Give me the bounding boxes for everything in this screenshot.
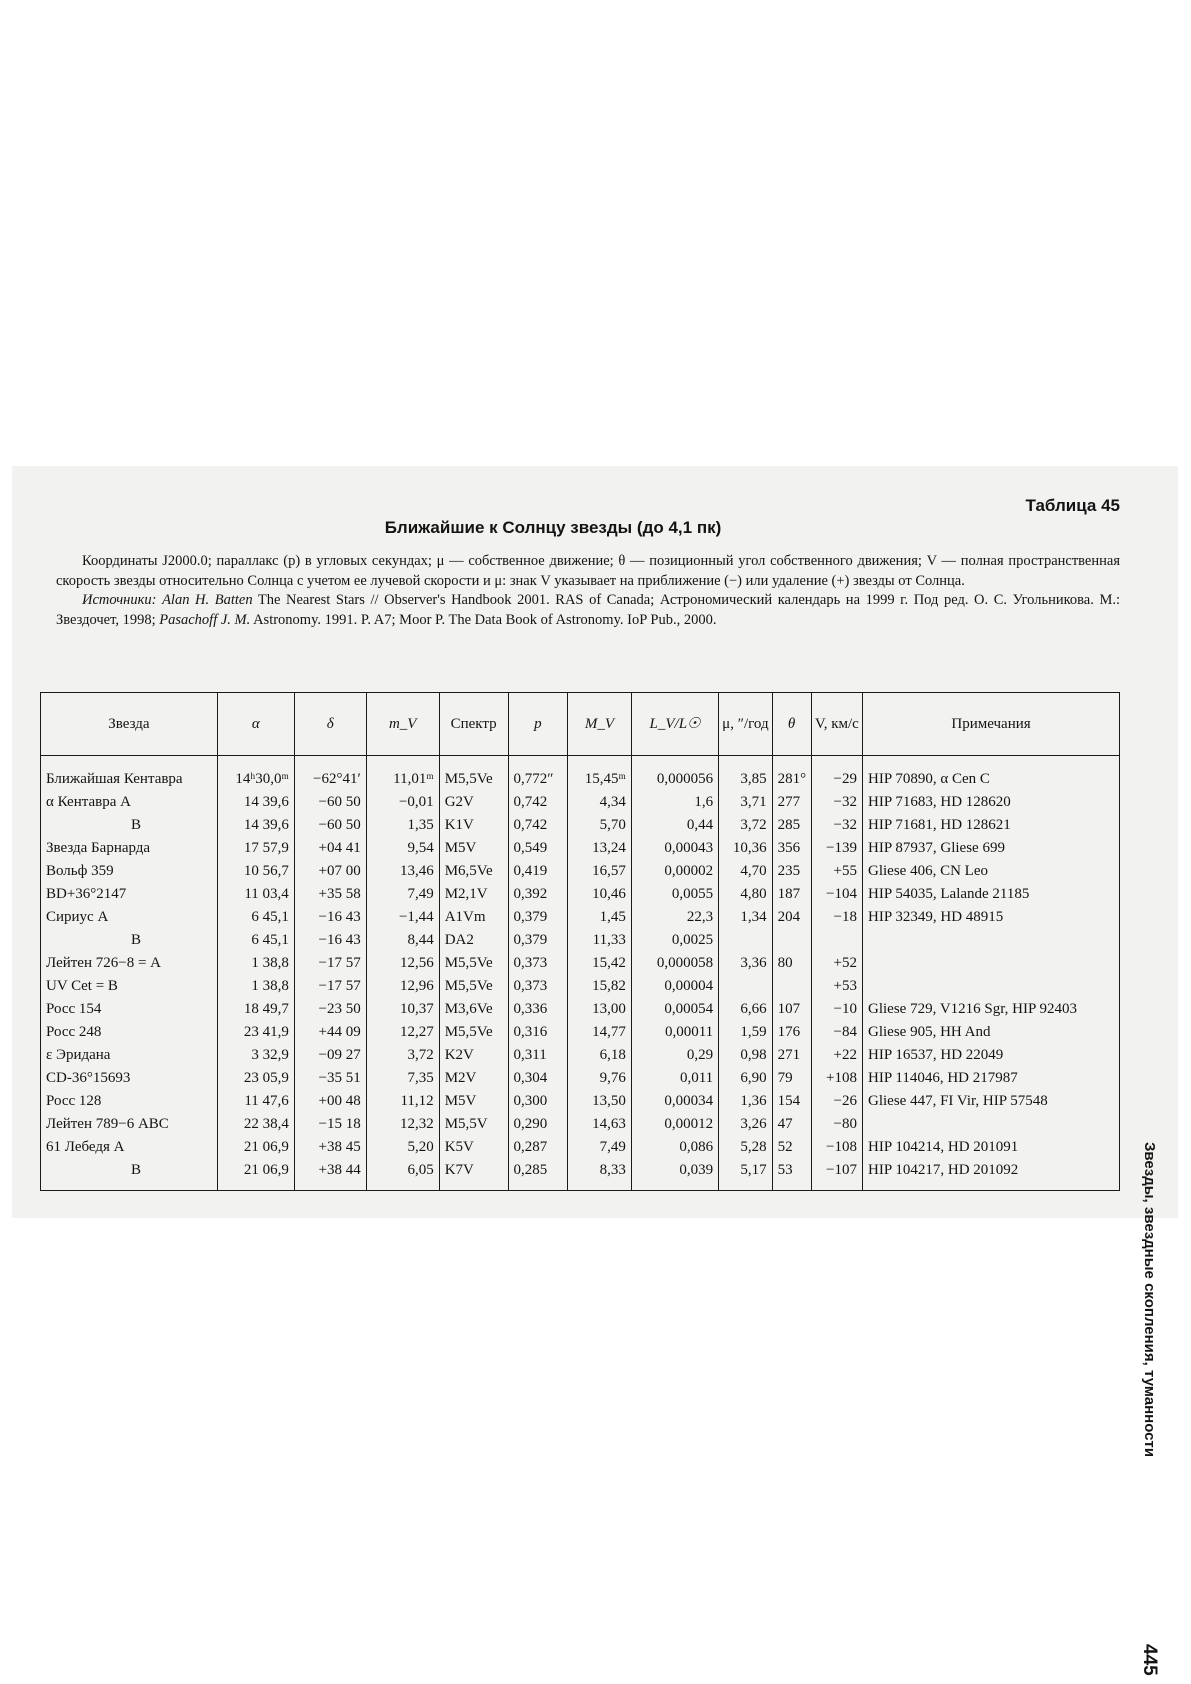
cell-proper-motion: 1,59 <box>719 1021 772 1044</box>
cell-ra: 11 47,6 <box>217 1090 294 1113</box>
cell-notes <box>863 952 1120 975</box>
cell-spectrum: K5V <box>439 1136 508 1159</box>
cell-spectrum: K2V <box>439 1044 508 1067</box>
cell-abs-mag: 10,46 <box>568 883 632 906</box>
header-star: Звезда <box>41 693 218 756</box>
cell-parallax: 0,287 <box>508 1136 568 1159</box>
cell-dec: −23 50 <box>294 998 366 1021</box>
cell-notes: HIP 71683, HD 128620 <box>863 791 1120 814</box>
cell-velocity: −26 <box>811 1090 862 1113</box>
table-row <box>41 1159 1120 1191</box>
cell-velocity: +22 <box>811 1044 862 1067</box>
cell-velocity: −139 <box>811 837 862 860</box>
table-row <box>41 906 1120 929</box>
cell-spectrum: M5,5Ve <box>439 952 508 975</box>
cell-star: Росс 248 <box>41 1021 218 1044</box>
cell-luminosity: 22,3 <box>631 906 718 929</box>
cell-proper-motion: 4,70 <box>719 860 772 883</box>
cell-velocity: +108 <box>811 1067 862 1090</box>
cell-luminosity: 0,000056 <box>631 756 718 792</box>
cell-parallax: 0,304 <box>508 1067 568 1090</box>
cell-position-angle: 277 <box>772 791 811 814</box>
cell-luminosity: 0,000058 <box>631 952 718 975</box>
table-row <box>41 929 1120 952</box>
cell-luminosity: 0,00054 <box>631 998 718 1021</box>
cell-notes <box>863 1113 1120 1136</box>
cell-position-angle <box>772 929 811 952</box>
cell-velocity: −10 <box>811 998 862 1021</box>
cell-abs-mag: 5,70 <box>568 814 632 837</box>
intro-paragraph: Координаты J2000.0; параллакс (p) в угловых секундах; μ — собственное движение; θ — позиционный угол собственного движения; V — полная пространственная скорость звезды относительно Солнца с учетом ее лучевой скорости и μ: знак V указывает на приближение (−) или удаление (+) звезды от Солнца. <box>56 553 1120 589</box>
cell-star: B <box>41 814 218 837</box>
cell-spectrum: M5V <box>439 1090 508 1113</box>
cell-star: B <box>41 1159 218 1191</box>
cell-parallax: 0,285 <box>508 1159 568 1191</box>
cell-velocity: −32 <box>811 791 862 814</box>
cell-parallax: 0,373 <box>508 975 568 998</box>
cell-dec: −35 51 <box>294 1067 366 1090</box>
cell-abs-mag: 14,77 <box>568 1021 632 1044</box>
nearest-stars-table <box>40 692 1120 1191</box>
table-row <box>41 883 1120 906</box>
cell-abs-mag: 13,50 <box>568 1090 632 1113</box>
cell-parallax: 0,392 <box>508 883 568 906</box>
cell-star: Лейтен 726−8 = A <box>41 952 218 975</box>
cell-spectrum: M5,5Ve <box>439 756 508 792</box>
cell-ra: 1 38,8 <box>217 952 294 975</box>
source-author-1: Alan H. Batten <box>162 592 253 608</box>
cell-parallax: 0,742 <box>508 791 568 814</box>
table-row <box>41 1044 1120 1067</box>
cell-velocity: −29 <box>811 756 862 792</box>
cell-spectrum: G2V <box>439 791 508 814</box>
cell-spectrum: A1Vm <box>439 906 508 929</box>
cell-star: Росс 128 <box>41 1090 218 1113</box>
cell-velocity: −80 <box>811 1113 862 1136</box>
cell-star: CD-36°15693 <box>41 1067 218 1090</box>
cell-parallax: 0,290 <box>508 1113 568 1136</box>
cell-luminosity: 0,011 <box>631 1067 718 1090</box>
cell-star: UV Cet = B <box>41 975 218 998</box>
cell-position-angle: 79 <box>772 1067 811 1090</box>
cell-velocity: +53 <box>811 975 862 998</box>
cell-luminosity: 0,0055 <box>631 883 718 906</box>
table-body <box>41 756 1120 1191</box>
cell-mv: 7,35 <box>366 1067 439 1090</box>
cell-ra: 22 38,4 <box>217 1113 294 1136</box>
cell-ra: 21 06,9 <box>217 1136 294 1159</box>
cell-dec: +38 45 <box>294 1136 366 1159</box>
cell-ra: 14 39,6 <box>217 791 294 814</box>
table-row <box>41 756 1120 792</box>
cell-dec: +07 00 <box>294 860 366 883</box>
cell-mv: 11,01ᵐ <box>366 756 439 792</box>
cell-proper-motion: 6,90 <box>719 1067 772 1090</box>
header-spectrum: Спектр <box>439 693 508 756</box>
cell-notes: HIP 16537, HD 22049 <box>863 1044 1120 1067</box>
cell-velocity: −108 <box>811 1136 862 1159</box>
cell-ra: 6 45,1 <box>217 929 294 952</box>
cell-proper-motion: 4,80 <box>719 883 772 906</box>
cell-position-angle: 107 <box>772 998 811 1021</box>
cell-spectrum: M2,1V <box>439 883 508 906</box>
cell-mv: 1,35 <box>366 814 439 837</box>
cell-velocity: −107 <box>811 1159 862 1191</box>
running-head: Звезды, звездные скопления, туманности <box>1141 1142 1158 1458</box>
cell-ra: 10 56,7 <box>217 860 294 883</box>
source-author-2: Pasachoff J. M. <box>159 611 251 628</box>
cell-ra: 18 49,7 <box>217 998 294 1021</box>
cell-star: 61 Лебедя A <box>41 1136 218 1159</box>
cell-abs-mag: 16,57 <box>568 860 632 883</box>
cell-dec: +35 58 <box>294 883 366 906</box>
cell-luminosity: 0,00011 <box>631 1021 718 1044</box>
cell-mv: −1,44 <box>366 906 439 929</box>
cell-mv: 12,96 <box>366 975 439 998</box>
table-row <box>41 998 1120 1021</box>
table-intro <box>56 552 1120 630</box>
cell-spectrum: DA2 <box>439 929 508 952</box>
cell-proper-motion: 5,17 <box>719 1159 772 1191</box>
cell-star: B <box>41 929 218 952</box>
cell-position-angle: 52 <box>772 1136 811 1159</box>
cell-dec: −60 50 <box>294 791 366 814</box>
cell-ra: 14ʰ30,0ᵐ <box>217 756 294 792</box>
cell-velocity: +55 <box>811 860 862 883</box>
cell-notes: HIP 54035, Lalande 21185 <box>863 883 1120 906</box>
cell-spectrum: K7V <box>439 1159 508 1191</box>
cell-luminosity: 0,0025 <box>631 929 718 952</box>
book-page <box>12 466 1178 1676</box>
cell-mv: 11,12 <box>366 1090 439 1113</box>
cell-velocity: −104 <box>811 883 862 906</box>
cell-star: Звезда Барнарда <box>41 837 218 860</box>
cell-proper-motion: 1,34 <box>719 906 772 929</box>
header-proper-motion: μ, ″/год <box>719 693 772 756</box>
cell-star: BD+36°2147 <box>41 883 218 906</box>
table-row <box>41 1067 1120 1090</box>
cell-notes: Gliese 406, CN Leo <box>863 860 1120 883</box>
cell-position-angle <box>772 975 811 998</box>
header-luminosity: L_V/L☉ <box>631 693 718 756</box>
cell-ra: 6 45,1 <box>217 906 294 929</box>
header-position-angle: θ <box>772 693 811 756</box>
cell-parallax: 0,549 <box>508 837 568 860</box>
cell-proper-motion <box>719 929 772 952</box>
cell-proper-motion: 3,26 <box>719 1113 772 1136</box>
cell-abs-mag: 14,63 <box>568 1113 632 1136</box>
table-row <box>41 1136 1120 1159</box>
cell-dec: −16 43 <box>294 929 366 952</box>
cell-luminosity: 0,00002 <box>631 860 718 883</box>
cell-notes <box>863 929 1120 952</box>
cell-ra: 11 03,4 <box>217 883 294 906</box>
cell-position-angle: 271 <box>772 1044 811 1067</box>
cell-luminosity: 1,6 <box>631 791 718 814</box>
cell-mv: 10,37 <box>366 998 439 1021</box>
header-velocity: V, км/с <box>811 693 862 756</box>
cell-parallax: 0,379 <box>508 906 568 929</box>
cell-spectrum: M3,6Ve <box>439 998 508 1021</box>
cell-position-angle: 281° <box>772 756 811 792</box>
cell-dec: +38 44 <box>294 1159 366 1191</box>
cell-dec: +00 48 <box>294 1090 366 1113</box>
cell-mv: 13,46 <box>366 860 439 883</box>
cell-abs-mag: 13,00 <box>568 998 632 1021</box>
cell-proper-motion: 0,98 <box>719 1044 772 1067</box>
cell-star: Ближайшая Кентавра <box>41 756 218 792</box>
header-ra: α <box>217 693 294 756</box>
cell-velocity: −18 <box>811 906 862 929</box>
cell-notes: HIP 70890, α Cen C <box>863 756 1120 792</box>
cell-proper-motion: 3,85 <box>719 756 772 792</box>
cell-proper-motion: 1,36 <box>719 1090 772 1113</box>
cell-velocity <box>811 929 862 952</box>
cell-proper-motion: 3,36 <box>719 952 772 975</box>
cell-luminosity: 0,086 <box>631 1136 718 1159</box>
cell-luminosity: 0,00034 <box>631 1090 718 1113</box>
cell-ra: 21 06,9 <box>217 1159 294 1191</box>
cell-dec: −15 18 <box>294 1113 366 1136</box>
cell-parallax: 0,742 <box>508 814 568 837</box>
sources-paragraph <box>56 591 1120 630</box>
cell-dec: −16 43 <box>294 906 366 929</box>
cell-velocity: −84 <box>811 1021 862 1044</box>
table-row <box>41 837 1120 860</box>
cell-star: Росс 154 <box>41 998 218 1021</box>
cell-luminosity: 0,44 <box>631 814 718 837</box>
source-text-1: The Nearest Stars // Observer's Handbook 2001. RAS of Canada; Астрономический календарь на 1999 г. Под ред. О. С. Угольникова. М.: Звездочет, 1998; <box>56 592 1120 628</box>
cell-abs-mag: 13,24 <box>568 837 632 860</box>
cell-abs-mag: 8,33 <box>568 1159 632 1191</box>
cell-luminosity: 0,00004 <box>631 975 718 998</box>
cell-notes: HIP 87937, Gliese 699 <box>863 837 1120 860</box>
cell-mv: 3,72 <box>366 1044 439 1067</box>
cell-parallax: 0,373 <box>508 952 568 975</box>
cell-star: Сириус A <box>41 906 218 929</box>
cell-abs-mag: 4,34 <box>568 791 632 814</box>
table-row <box>41 860 1120 883</box>
cell-position-angle: 47 <box>772 1113 811 1136</box>
cell-abs-mag: 15,82 <box>568 975 632 998</box>
cell-luminosity: 0,039 <box>631 1159 718 1191</box>
cell-abs-mag: 15,42 <box>568 952 632 975</box>
cell-parallax: 0,419 <box>508 860 568 883</box>
cell-dec: +44 09 <box>294 1021 366 1044</box>
cell-abs-mag: 1,45 <box>568 906 632 929</box>
cell-notes: HIP 114046, HD 217987 <box>863 1067 1120 1090</box>
cell-mv: 5,20 <box>366 1136 439 1159</box>
sources-label: Источники: <box>82 592 157 608</box>
cell-spectrum: M5,5Ve <box>439 975 508 998</box>
cell-position-angle: 204 <box>772 906 811 929</box>
cell-notes: HIP 104214, HD 201091 <box>863 1136 1120 1159</box>
cell-notes: HIP 71681, HD 128621 <box>863 814 1120 837</box>
source-text-2: Astronomy. 1991. P. A7; Moor P. The Data Book of Astronomy. IoP Pub., 2000. <box>250 611 717 628</box>
cell-proper-motion <box>719 975 772 998</box>
cell-spectrum: M6,5Ve <box>439 860 508 883</box>
cell-position-angle: 176 <box>772 1021 811 1044</box>
table-row <box>41 1113 1120 1136</box>
cell-dec: −62°41′ <box>294 756 366 792</box>
cell-position-angle: 80 <box>772 952 811 975</box>
table-row <box>41 952 1120 975</box>
cell-mv: 6,05 <box>366 1159 439 1191</box>
cell-abs-mag: 7,49 <box>568 1136 632 1159</box>
cell-mv: −0,01 <box>366 791 439 814</box>
cell-notes: Gliese 447, FI Vir, HIP 57548 <box>863 1090 1120 1113</box>
cell-luminosity: 0,00043 <box>631 837 718 860</box>
cell-parallax: 0,379 <box>508 929 568 952</box>
page-number: 445 <box>1139 1644 1160 1676</box>
cell-abs-mag: 6,18 <box>568 1044 632 1067</box>
cell-proper-motion: 5,28 <box>719 1136 772 1159</box>
cell-notes: HIP 32349, HD 48915 <box>863 906 1120 929</box>
cell-spectrum: M5,5Ve <box>439 1021 508 1044</box>
cell-mv: 9,54 <box>366 837 439 860</box>
cell-mv: 12,32 <box>366 1113 439 1136</box>
cell-ra: 14 39,6 <box>217 814 294 837</box>
header-mv: m_V <box>366 693 439 756</box>
cell-mv: 7,49 <box>366 883 439 906</box>
table-row <box>41 814 1120 837</box>
cell-spectrum: M2V <box>439 1067 508 1090</box>
cell-proper-motion: 3,71 <box>719 791 772 814</box>
cell-notes <box>863 975 1120 998</box>
table-label: Таблица 45 <box>1025 496 1120 515</box>
table-row <box>41 975 1120 998</box>
cell-ra: 1 38,8 <box>217 975 294 998</box>
cell-parallax: 0,772″ <box>508 756 568 792</box>
cell-dec: +04 41 <box>294 837 366 860</box>
cell-proper-motion: 3,72 <box>719 814 772 837</box>
cell-proper-motion: 10,36 <box>719 837 772 860</box>
cell-parallax: 0,336 <box>508 998 568 1021</box>
cell-luminosity: 0,00012 <box>631 1113 718 1136</box>
table-row <box>41 1090 1120 1113</box>
cell-notes: Gliese 905, HH And <box>863 1021 1120 1044</box>
cell-position-angle: 154 <box>772 1090 811 1113</box>
cell-ra: 23 41,9 <box>217 1021 294 1044</box>
cell-mv: 12,27 <box>366 1021 439 1044</box>
table-title: Ближайшие к Солнцу звезды (до 4,1 пк) <box>384 518 722 537</box>
header-abs-mag: M_V <box>568 693 632 756</box>
cell-dec: −17 57 <box>294 975 366 998</box>
header-dec: δ <box>294 693 366 756</box>
cell-spectrum: M5,5V <box>439 1113 508 1136</box>
cell-position-angle: 187 <box>772 883 811 906</box>
table-header <box>41 693 1120 756</box>
cell-ra: 17 57,9 <box>217 837 294 860</box>
header-row <box>41 693 1120 756</box>
cell-position-angle: 235 <box>772 860 811 883</box>
cell-abs-mag: 15,45ᵐ <box>568 756 632 792</box>
cell-ra: 23 05,9 <box>217 1067 294 1090</box>
cell-star: ε Эридана <box>41 1044 218 1067</box>
cell-position-angle: 356 <box>772 837 811 860</box>
table-row <box>41 1021 1120 1044</box>
table-row <box>41 791 1120 814</box>
cell-mv: 12,56 <box>366 952 439 975</box>
cell-dec: −09 27 <box>294 1044 366 1067</box>
cell-parallax: 0,311 <box>508 1044 568 1067</box>
cell-velocity: −32 <box>811 814 862 837</box>
cell-parallax: 0,316 <box>508 1021 568 1044</box>
cell-parallax: 0,300 <box>508 1090 568 1113</box>
cell-position-angle: 285 <box>772 814 811 837</box>
cell-mv: 8,44 <box>366 929 439 952</box>
cell-dec: −17 57 <box>294 952 366 975</box>
cell-star: Вольф 359 <box>41 860 218 883</box>
cell-star: Лейтен 789−6 ABC <box>41 1113 218 1136</box>
header-notes: Примечания <box>863 693 1120 756</box>
cell-proper-motion: 6,66 <box>719 998 772 1021</box>
table-wrapper <box>40 692 1120 1191</box>
cell-spectrum: M5V <box>439 837 508 860</box>
cell-notes: HIP 104217, HD 201092 <box>863 1159 1120 1191</box>
cell-abs-mag: 9,76 <box>568 1067 632 1090</box>
cell-luminosity: 0,29 <box>631 1044 718 1067</box>
cell-dec: −60 50 <box>294 814 366 837</box>
cell-velocity: +52 <box>811 952 862 975</box>
cell-spectrum: K1V <box>439 814 508 837</box>
header-parallax: p <box>508 693 568 756</box>
cell-star: α Кентавра A <box>41 791 218 814</box>
cell-ra: 3 32,9 <box>217 1044 294 1067</box>
cell-abs-mag: 11,33 <box>568 929 632 952</box>
cell-notes: Gliese 729, V1216 Sgr, HIP 92403 <box>863 998 1120 1021</box>
cell-position-angle: 53 <box>772 1159 811 1191</box>
